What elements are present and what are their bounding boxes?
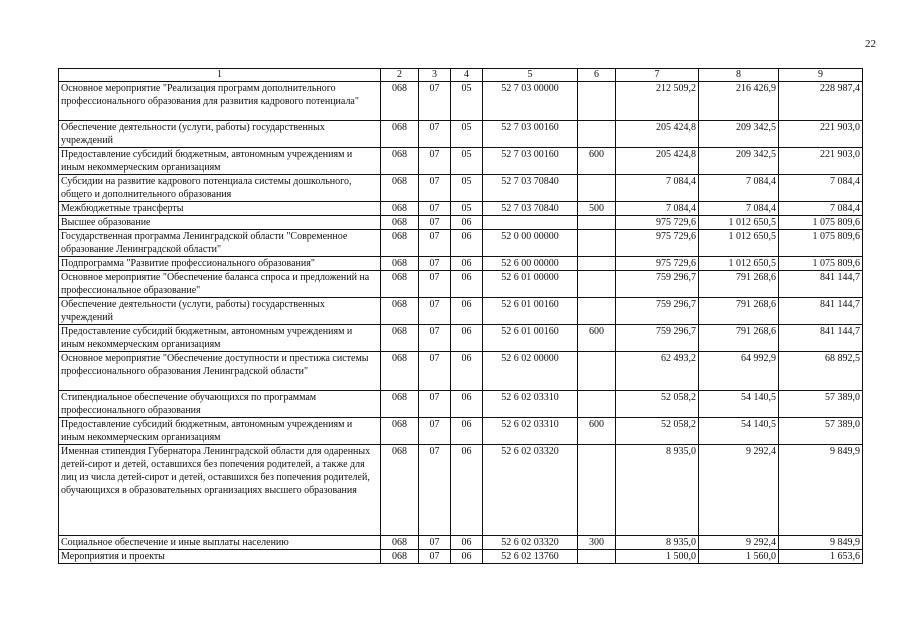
subsection-code-cell: 06 <box>451 230 483 257</box>
amount-cell-col8: 54 140,5 <box>699 391 779 418</box>
amount-cell-col8: 54 140,5 <box>699 418 779 445</box>
amount-cell-col7: 205 424,8 <box>616 148 699 175</box>
subsection-code-cell: 05 <box>451 202 483 216</box>
section-code-cell: 07 <box>419 175 451 202</box>
target-article-cell: 52 6 02 00000 <box>483 352 578 391</box>
target-article-cell: 52 6 01 00160 <box>483 298 578 325</box>
amount-cell-col9: 1 075 809,6 <box>779 230 863 257</box>
target-article-cell: 52 6 02 03320 <box>483 445 578 536</box>
row-name-cell: Подпрограмма "Развитие профессионального образования" <box>59 257 381 271</box>
amount-cell-col8: 7 084,4 <box>699 175 779 202</box>
table-row <box>59 257 863 271</box>
amount-cell-col9: 1 653,6 <box>779 550 863 564</box>
row-name-cell: Обеспечение деятельности (услуги, работы) государственных учреждений <box>59 298 381 325</box>
row-name-cell: Именная стипендия Губернатора Ленинградской области для одаренных детей-сирот и детей, оставшихся без попечения родителей, а также для лиц из числа детей-сирот и детей, оставшихся без попечения родителей, обучающихся в образовательных организациях высшего образования <box>59 445 381 536</box>
amount-cell-col7: 759 296,7 <box>616 325 699 352</box>
amount-cell-col9: 221 903,0 <box>779 121 863 148</box>
table-row <box>59 216 863 230</box>
subsection-code-cell: 06 <box>451 536 483 550</box>
subsection-code-cell: 06 <box>451 271 483 298</box>
ministry-code-cell: 068 <box>381 175 419 202</box>
subsection-code-cell: 06 <box>451 352 483 391</box>
amount-cell-col9: 221 903,0 <box>779 148 863 175</box>
subsection-code-cell: 05 <box>451 175 483 202</box>
subsection-code-cell: 05 <box>451 121 483 148</box>
amount-cell-col9: 7 084,4 <box>779 175 863 202</box>
subsection-code-cell: 06 <box>451 325 483 352</box>
amount-cell-col8: 1 560,0 <box>699 550 779 564</box>
row-name-cell: Субсидии на развитие кадрового потенциала системы дошкольного, общего и дополнительного образования <box>59 175 381 202</box>
subsection-code-cell: 06 <box>451 257 483 271</box>
table-row <box>59 352 863 391</box>
amount-cell-col7: 7 084,4 <box>616 202 699 216</box>
row-name-cell: Мероприятия и проекты <box>59 550 381 564</box>
amount-cell-col8: 791 268,6 <box>699 271 779 298</box>
table-row <box>59 202 863 216</box>
subsection-code-cell: 06 <box>451 445 483 536</box>
row-name-cell: Межбюджетные трансферты <box>59 202 381 216</box>
target-article-cell: 52 7 03 00000 <box>483 82 578 121</box>
section-code-cell: 07 <box>419 271 451 298</box>
expense-type-cell <box>578 391 616 418</box>
amount-cell-col8: 64 992,9 <box>699 352 779 391</box>
ministry-code-cell: 068 <box>381 121 419 148</box>
column-header: 4 <box>451 69 483 82</box>
row-name-cell: Государственная программа Ленинградской области "Современное образование Ленинградской области" <box>59 230 381 257</box>
amount-cell-col8: 9 292,4 <box>699 536 779 550</box>
expense-type-cell <box>578 175 616 202</box>
ministry-code-cell: 068 <box>381 298 419 325</box>
table-row <box>59 391 863 418</box>
ministry-code-cell: 068 <box>381 352 419 391</box>
amount-cell-col9: 7 084,4 <box>779 202 863 216</box>
expense-type-cell: 300 <box>578 536 616 550</box>
target-article-cell: 52 6 02 03310 <box>483 418 578 445</box>
ministry-code-cell: 068 <box>381 391 419 418</box>
ministry-code-cell: 068 <box>381 445 419 536</box>
expense-type-cell: 600 <box>578 325 616 352</box>
expense-type-cell <box>578 257 616 271</box>
section-code-cell: 07 <box>419 391 451 418</box>
section-code-cell: 07 <box>419 536 451 550</box>
amount-cell-col8: 209 342,5 <box>699 148 779 175</box>
section-code-cell: 07 <box>419 230 451 257</box>
amount-cell-col8: 791 268,6 <box>699 298 779 325</box>
amount-cell-col8: 9 292,4 <box>699 445 779 536</box>
amount-cell-col7: 759 296,7 <box>616 271 699 298</box>
amount-cell-col9: 1 075 809,6 <box>779 257 863 271</box>
column-header: 7 <box>616 69 699 82</box>
row-name-cell: Социальное обеспечение и иные выплаты населению <box>59 536 381 550</box>
target-article-cell: 52 7 03 70840 <box>483 202 578 216</box>
subsection-code-cell: 06 <box>451 216 483 230</box>
target-article-cell: 52 6 00 00000 <box>483 257 578 271</box>
row-name-cell: Основное мероприятие "Обеспечение доступности и престижа системы профессионального образования Ленинградской области" <box>59 352 381 391</box>
expense-type-cell <box>578 445 616 536</box>
expense-type-cell <box>578 550 616 564</box>
row-name-cell: Основное мероприятие "Реализация программ дополнительного профессионального образования для развития кадрового потенциала" <box>59 82 381 121</box>
amount-cell-col9: 228 987,4 <box>779 82 863 121</box>
amount-cell-col8: 1 012 650,5 <box>699 216 779 230</box>
target-article-cell: 52 6 02 03320 <box>483 536 578 550</box>
row-name-cell: Обеспечение деятельности (услуги, работы) государственных учреждений <box>59 121 381 148</box>
subsection-code-cell: 05 <box>451 148 483 175</box>
amount-cell-col9: 841 144,7 <box>779 298 863 325</box>
amount-cell-col8: 791 268,6 <box>699 325 779 352</box>
amount-cell-col7: 975 729,6 <box>616 230 699 257</box>
amount-cell-col7: 212 509,2 <box>616 82 699 121</box>
expense-type-cell <box>578 82 616 121</box>
expense-type-cell: 500 <box>578 202 616 216</box>
amount-cell-col8: 1 012 650,5 <box>699 257 779 271</box>
page-number: 22 <box>865 38 876 50</box>
amount-cell-col7: 759 296,7 <box>616 298 699 325</box>
amount-cell-col7: 8 935,0 <box>616 536 699 550</box>
expense-type-cell <box>578 216 616 230</box>
column-header: 1 <box>59 69 381 82</box>
section-code-cell: 07 <box>419 445 451 536</box>
column-header: 6 <box>578 69 616 82</box>
row-name-cell: Предоставление субсидий бюджетным, автономным учреждениям и иным некоммерческим организациям <box>59 148 381 175</box>
target-article-cell <box>483 216 578 230</box>
subsection-code-cell: 06 <box>451 391 483 418</box>
table-row <box>59 325 863 352</box>
section-code-cell: 07 <box>419 352 451 391</box>
table-row <box>59 550 863 564</box>
expense-type-cell <box>578 271 616 298</box>
column-number-row <box>59 69 863 82</box>
subsection-code-cell: 06 <box>451 550 483 564</box>
section-code-cell: 07 <box>419 418 451 445</box>
amount-cell-col9: 841 144,7 <box>779 325 863 352</box>
amount-cell-col7: 1 500,0 <box>616 550 699 564</box>
amount-cell-col7: 7 084,4 <box>616 175 699 202</box>
row-name-cell: Основное мероприятие "Обеспечение баланса спроса и предложений на профессиональное образование" <box>59 271 381 298</box>
target-article-cell: 52 7 03 70840 <box>483 175 578 202</box>
ministry-code-cell: 068 <box>381 271 419 298</box>
amount-cell-col8: 7 084,4 <box>699 202 779 216</box>
table-row <box>59 298 863 325</box>
amount-cell-col7: 975 729,6 <box>616 257 699 271</box>
ministry-code-cell: 068 <box>381 230 419 257</box>
table-row <box>59 536 863 550</box>
expense-type-cell: 600 <box>578 148 616 175</box>
row-name-cell: Предоставление субсидий бюджетным, автономным учреждениям и иным некоммерческим организациям <box>59 325 381 352</box>
ministry-code-cell: 068 <box>381 202 419 216</box>
target-article-cell: 52 6 02 03310 <box>483 391 578 418</box>
row-name-cell: Высшее образование <box>59 216 381 230</box>
expense-type-cell <box>578 298 616 325</box>
row-name-cell: Предоставление субсидий бюджетным, автономным учреждениям и иным некоммерческим организациям <box>59 418 381 445</box>
amount-cell-col7: 205 424,8 <box>616 121 699 148</box>
amount-cell-col7: 975 729,6 <box>616 216 699 230</box>
subsection-code-cell: 06 <box>451 298 483 325</box>
ministry-code-cell: 068 <box>381 148 419 175</box>
amount-cell-col9: 1 075 809,6 <box>779 216 863 230</box>
amount-cell-col9: 9 849,9 <box>779 536 863 550</box>
target-article-cell: 52 0 00 00000 <box>483 230 578 257</box>
section-code-cell: 07 <box>419 325 451 352</box>
target-article-cell: 52 6 01 00000 <box>483 271 578 298</box>
expense-type-cell <box>578 352 616 391</box>
row-name-cell: Стипендиальное обеспечение обучающихся по программам профессионального образования <box>59 391 381 418</box>
amount-cell-col7: 52 058,2 <box>616 418 699 445</box>
amount-cell-col9: 841 144,7 <box>779 271 863 298</box>
amount-cell-col9: 9 849,9 <box>779 445 863 536</box>
table-row <box>59 148 863 175</box>
table-row <box>59 418 863 445</box>
section-code-cell: 07 <box>419 202 451 216</box>
amount-cell-col9: 57 389,0 <box>779 391 863 418</box>
column-header: 2 <box>381 69 419 82</box>
section-code-cell: 07 <box>419 298 451 325</box>
table-row <box>59 175 863 202</box>
section-code-cell: 07 <box>419 550 451 564</box>
subsection-code-cell: 06 <box>451 418 483 445</box>
section-code-cell: 07 <box>419 257 451 271</box>
ministry-code-cell: 068 <box>381 536 419 550</box>
section-code-cell: 07 <box>419 216 451 230</box>
column-header: 8 <box>699 69 779 82</box>
ministry-code-cell: 068 <box>381 257 419 271</box>
section-code-cell: 07 <box>419 82 451 121</box>
ministry-code-cell: 068 <box>381 82 419 121</box>
table-row <box>59 445 863 536</box>
amount-cell-col8: 209 342,5 <box>699 121 779 148</box>
table-row <box>59 230 863 257</box>
column-header: 3 <box>419 69 451 82</box>
amount-cell-col9: 68 892,5 <box>779 352 863 391</box>
section-code-cell: 07 <box>419 121 451 148</box>
expense-type-cell <box>578 230 616 257</box>
column-header: 9 <box>779 69 863 82</box>
column-header: 5 <box>483 69 578 82</box>
table-row <box>59 121 863 148</box>
amount-cell-col7: 62 493,2 <box>616 352 699 391</box>
ministry-code-cell: 068 <box>381 216 419 230</box>
target-article-cell: 52 6 01 00160 <box>483 325 578 352</box>
amount-cell-col8: 216 426,9 <box>699 82 779 121</box>
subsection-code-cell: 05 <box>451 82 483 121</box>
amount-cell-col7: 8 935,0 <box>616 445 699 536</box>
section-code-cell: 07 <box>419 148 451 175</box>
target-article-cell: 52 6 02 13760 <box>483 550 578 564</box>
ministry-code-cell: 068 <box>381 418 419 445</box>
amount-cell-col9: 57 389,0 <box>779 418 863 445</box>
ministry-code-cell: 068 <box>381 325 419 352</box>
amount-cell-col8: 1 012 650,5 <box>699 230 779 257</box>
target-article-cell: 52 7 03 00160 <box>483 148 578 175</box>
ministry-code-cell: 068 <box>381 550 419 564</box>
expense-type-cell: 600 <box>578 418 616 445</box>
table-row <box>59 82 863 121</box>
expense-type-cell <box>578 121 616 148</box>
target-article-cell: 52 7 03 00160 <box>483 121 578 148</box>
table-row <box>59 271 863 298</box>
budget-table <box>58 68 863 564</box>
amount-cell-col7: 52 058,2 <box>616 391 699 418</box>
